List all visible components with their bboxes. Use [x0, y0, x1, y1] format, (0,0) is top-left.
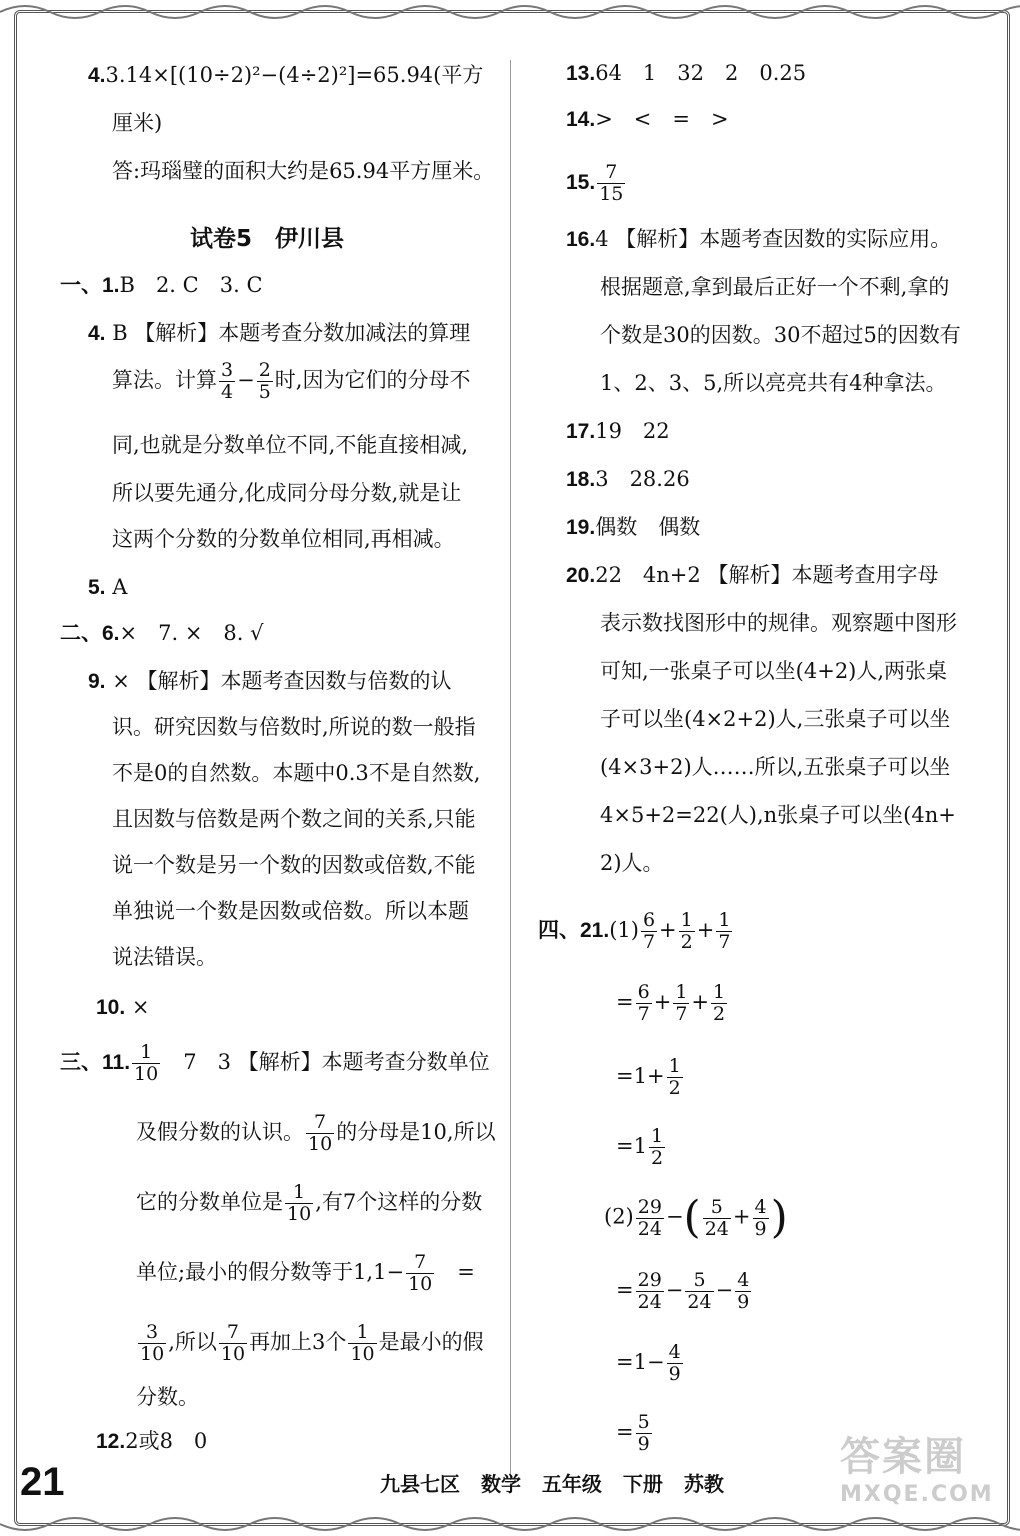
fraction: $\frac{1}{10}$ — [287, 1181, 312, 1225]
fraction: $\frac{4}{9}$ — [668, 1341, 681, 1385]
q20-line5: (4×3+2)人……所以,五张桌子可以坐 — [600, 755, 951, 779]
q11-line6: 分数。 — [136, 1385, 199, 1409]
fraction: $\frac{5}{24}$ — [687, 1269, 712, 1313]
q11-line2: 及假分数的认识。 $\frac{7}{10}$ 的分母是10,所以 — [136, 1111, 496, 1155]
q14: 14.> < = > — [566, 107, 729, 131]
q4-line2: 厘米) — [112, 111, 163, 135]
fraction: $\frac{1}{2}$ — [650, 1125, 664, 1169]
fraction: $\frac{7}{10}$ — [220, 1321, 246, 1365]
q4b-line4: 所以要先通分,化成同分母分数,就是让 — [112, 481, 462, 505]
fraction: $\frac{29}{24}$ — [637, 1269, 662, 1313]
q12: 12.2或8 0 — [96, 1429, 208, 1453]
q18: 18.3 28.26 — [566, 467, 690, 491]
q9-line1: 9. × 【解析】本题考查因数与倍数的认 — [88, 669, 452, 693]
watermark-logo — [840, 1425, 1010, 1525]
fraction: $\frac{4}{9}$ — [737, 1269, 750, 1313]
q9-line7: 说法错误。 — [112, 945, 217, 969]
q5: 5. A — [88, 575, 128, 599]
section-title: 试卷5 伊川县 — [190, 226, 345, 252]
q4b-line3: 同,也就是分数单位不同,不能直接相减, — [112, 433, 469, 457]
q9-line4: 且因数与倍数是两个数之间的关系,只能 — [112, 807, 476, 831]
fraction: $\frac{4}{9}$ — [754, 1195, 767, 1240]
column-divider — [510, 60, 511, 1480]
fraction: $\frac{5}{9}$ — [637, 1411, 650, 1455]
watermark-line1: 答案圈 — [840, 1434, 966, 1480]
section1-answers: 一、1.B 2. C 3. C — [60, 273, 263, 297]
q16-line3: 个数是30的因数。30不超过5的因数有 — [600, 323, 961, 347]
q20-line1: 20.22 4n+2 【解析】本题考查用字母 — [566, 563, 939, 587]
fraction: $\frac{6}{7}$ — [642, 909, 656, 953]
calc-2-result: = $\frac{5}{9}$ — [616, 1411, 650, 1455]
page-number: 21 — [20, 1460, 65, 1504]
calc-1-step4: =1 $\frac{1}{2}$ — [616, 1125, 664, 1169]
q17: 17.19 22 — [566, 419, 670, 443]
q4b-line2: 算法。计算 $\frac{3}{4}$ − $\frac{2}{5}$ 时,因为它们的分母不 — [112, 359, 471, 403]
top-wave-border — [0, 0, 1020, 20]
q10: 10. × — [96, 995, 150, 1019]
q9-line5: 说一个数是另一个数的因数或倍数,不能 — [112, 853, 476, 877]
q11-line5: $\frac{3}{10}$ ,所以 $\frac{7}{10}$ 再加上3个 $\frac{1}{10}$ 是最小的假 — [140, 1321, 484, 1365]
q9-line3: 不是0的自然数。本题中0.3不是自然数, — [112, 761, 481, 785]
q16-line2: 根据题意,拿到最后正好一个不剩,拿的 — [600, 275, 950, 299]
q20-line3: 可知,一张桌子可以坐(4+2)人,两张桌 — [600, 659, 948, 683]
fraction: $\frac{7}{15}$ — [599, 161, 624, 205]
section2-answers: 二、6.× 7. × 8. √ — [60, 621, 264, 645]
calc-1-expression: 四、21.(1) $\frac{6}{7}$ + $\frac{1}{2}$ + $\frac{1}{7}$ — [538, 909, 731, 953]
fraction: $\frac{1}{2}$ — [713, 981, 726, 1025]
footer-text: 九县七区 数学 五年级 下册 苏教 — [380, 1472, 724, 1496]
fraction: $\frac{7}{10}$ — [308, 1111, 333, 1155]
fraction: $\frac{2}{5}$ — [258, 359, 271, 403]
q20-line4: 子可以坐(4×2+2)人,三张桌子可以坐 — [600, 707, 951, 731]
q20-line7: 2)人。 — [600, 851, 664, 875]
fraction: $\frac{5}{24}$ — [704, 1195, 729, 1240]
fraction: $\frac{29}{24}$ — [637, 1195, 662, 1240]
q4b-line5: 这两个分数的分数单位相同,再相减。 — [112, 527, 455, 551]
calc-1-step2: = $\frac{6}{7}$ + $\frac{1}{7}$ + $\frac{1}{2}$ — [616, 981, 726, 1025]
fraction: $\frac{3}{4}$ — [221, 359, 234, 403]
q13: 13.64 1 32 2 0.25 — [566, 61, 807, 85]
watermark-line2: MXQE.COM — [840, 1482, 994, 1507]
calc-2-step2: = $\frac{29}{24}$ − $\frac{5}{24}$ − $\frac{4}{9}$ — [616, 1269, 750, 1313]
fraction: $\frac{1}{10}$ — [350, 1321, 375, 1365]
fraction: $\frac{6}{7}$ — [637, 981, 650, 1025]
fraction: $\frac{1}{7}$ — [718, 909, 731, 953]
q16-line4: 1、2、3、5,所以亮亮共有4种拿法。 — [600, 371, 947, 395]
q20-line6: 4×5+2=22(人),n张桌子可以坐(4n+ — [600, 803, 956, 827]
q16-line1: 16.4 【解析】本题考查因数的实际应用。 — [566, 227, 952, 251]
fraction: $\frac{1}{7}$ — [675, 981, 688, 1025]
q19: 19.偶数 偶数 — [566, 515, 701, 539]
fraction: $\frac{1}{2}$ — [668, 1055, 681, 1099]
fraction: $\frac{7}{10}$ — [408, 1251, 433, 1295]
calc-2-expression: (2) $\frac{29}{24}$ −( $\frac{5}{24}$ + $\frac{4}{9}$ ) — [604, 1192, 788, 1243]
q4b-line1: 4. B 【解析】本题考查分数加减法的算理 — [88, 321, 471, 345]
q11-line4: 单位;最小的假分数等于1,1− $\frac{7}{10}$ = — [136, 1251, 475, 1295]
q15: 15. $\frac{7}{15}$ — [566, 161, 624, 205]
q11-line1: 三、11. $\frac{1}{10}$ 7 3 【解析】本题考查分数单位 — [60, 1041, 490, 1085]
q11-line3: 它的分数单位是 $\frac{1}{10}$ ,有7个这样的分数 — [136, 1181, 483, 1225]
q4-answer: 答:玛瑙璧的面积大约是65.94平方厘米。 — [112, 159, 495, 183]
fraction: $\frac{1}{10}$ — [134, 1041, 159, 1085]
q4-line1: 4.3.14×[(10÷2)²−(4÷2)²]=65.94(平方 — [88, 63, 484, 87]
q9-line2: 识。研究因数与倍数时,所说的数一般指 — [112, 715, 476, 739]
calc-1-step3: =1+ $\frac{1}{2}$ — [616, 1055, 681, 1099]
q9-line6: 单独说一个数是因数或倍数。所以本题 — [112, 899, 469, 923]
fraction: $\frac{3}{10}$ — [140, 1321, 165, 1365]
fraction: $\frac{1}{2}$ — [680, 909, 693, 953]
calc-2-step3: =1− $\frac{4}{9}$ — [616, 1341, 681, 1385]
q20-line2: 表示数找图形中的规律。观察题中图形 — [600, 611, 957, 635]
